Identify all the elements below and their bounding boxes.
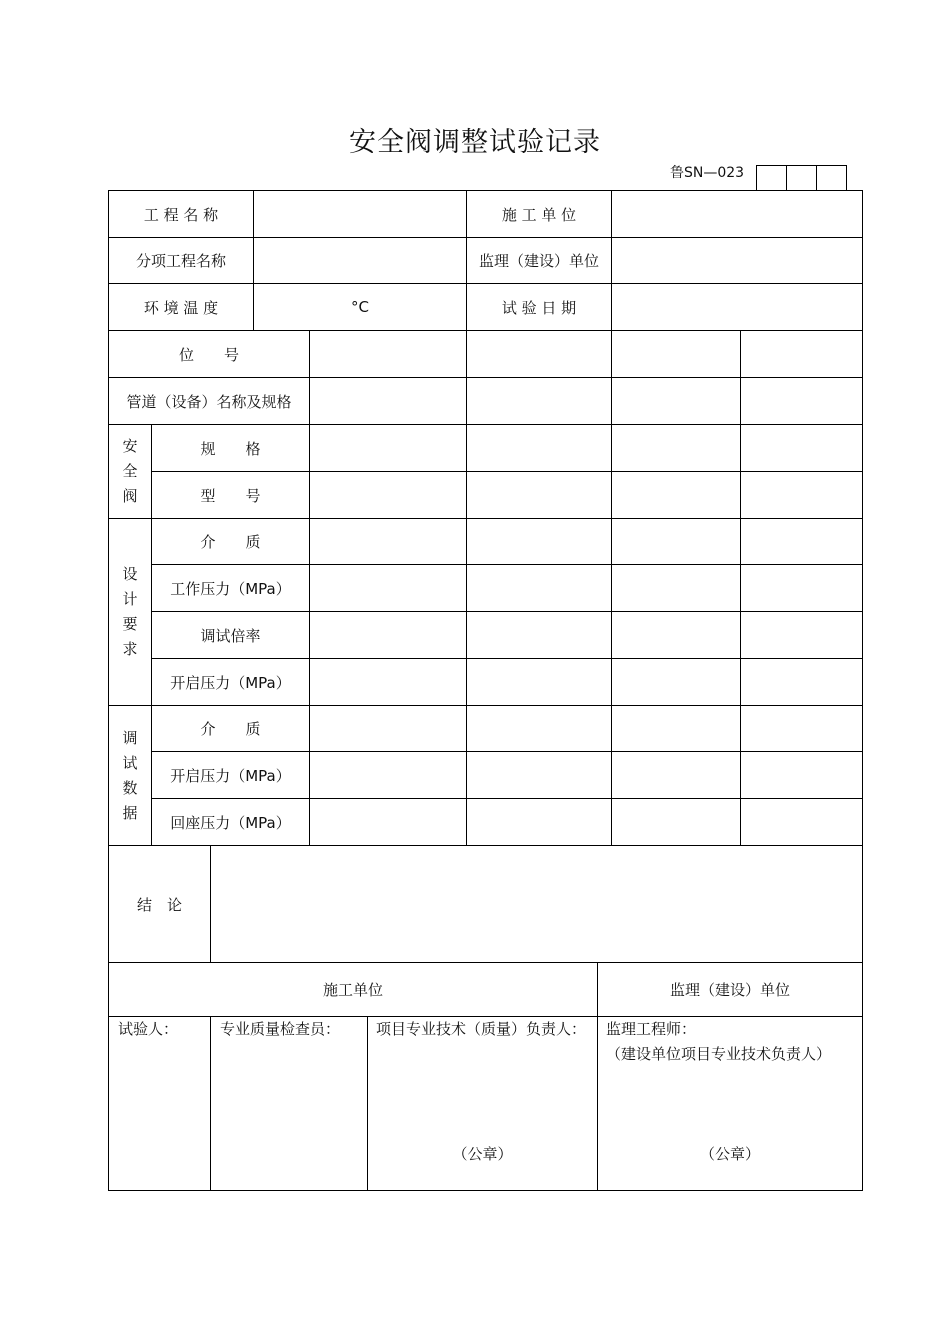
debug-open-pressure-label: 开启压力（MPa） — [170, 766, 291, 785]
col-divider — [309, 330, 310, 845]
sig-supervision-unit-heading: 监理（建设）单位 — [669, 981, 790, 999]
number-box[interactable] — [757, 166, 787, 190]
col-divider — [740, 330, 741, 845]
col-divider — [210, 1016, 211, 1191]
project-name-field[interactable] — [254, 191, 466, 237]
page-title: 安全阀调整试验记录 — [349, 127, 601, 158]
owner-rep-label: （建设单位项目专业技术负责人） — [606, 1045, 832, 1063]
project-name-label: 工 程 名 称 — [143, 205, 219, 224]
test-date-field[interactable] — [612, 284, 862, 330]
number-box[interactable] — [787, 166, 817, 190]
group-char: 全 — [122, 462, 138, 480]
spec-label: 规 格 — [200, 439, 261, 458]
group-char: 要 — [122, 615, 138, 633]
construction-unit-field[interactable] — [612, 191, 862, 237]
supervision-unit-label: 监理（建设）单位 — [478, 252, 599, 270]
tester-label: 试验人： — [118, 1020, 179, 1038]
conclusion-label: 结 论 — [136, 895, 182, 914]
form-number-boxes[interactable] — [756, 165, 847, 190]
group-char: 设 — [122, 565, 138, 583]
test-date-label: 试 验 日 期 — [501, 298, 577, 317]
test-ratio-label: 调试倍率 — [200, 626, 261, 645]
supervision-unit-field[interactable] — [612, 238, 862, 283]
sig-construction-unit-heading: 施工单位 — [322, 981, 383, 999]
group-char: 求 — [122, 640, 138, 658]
supervisor-label: 监理工程师： — [606, 1020, 697, 1038]
group-char: 计 — [122, 590, 138, 608]
pipe-spec-label: 管道（设备）名称及规格 — [126, 392, 292, 411]
seal-right: （公章） — [699, 1144, 760, 1163]
safety-valve-group-label — [109, 425, 151, 518]
group-char: 安 — [122, 437, 138, 455]
table-border-right — [862, 190, 863, 1191]
form-code: 鲁SN—023 — [670, 165, 745, 181]
debug-data-group-label — [109, 706, 151, 845]
model-label: 型 号 — [200, 486, 261, 505]
group-char: 试 — [122, 753, 138, 772]
env-temp-label: 环 境 温 度 — [143, 298, 219, 317]
group-char: 阀 — [122, 487, 138, 505]
design-requirements-group-label — [109, 519, 151, 705]
medium-label: 介 质 — [200, 533, 261, 551]
tech-lead-label: 项目专业技术（质量）负责人： — [376, 1020, 587, 1038]
group-char: 据 — [122, 803, 138, 822]
quality-inspector-label: 专业质量检查员： — [220, 1020, 341, 1038]
table-border-bottom — [108, 1190, 863, 1191]
seal-left: （公章） — [452, 1144, 513, 1163]
debug-medium-label: 介 质 — [200, 720, 261, 738]
conclusion-field[interactable] — [211, 846, 862, 962]
open-pressure-label: 开启压力（MPa） — [170, 673, 291, 692]
work-pressure-label: 工作压力（MPa） — [170, 579, 291, 598]
position-no-label: 位 号 — [178, 345, 239, 364]
group-char: 调 — [122, 728, 138, 747]
temp-unit: °C — [351, 298, 369, 316]
number-box[interactable] — [817, 166, 846, 190]
sub-project-field[interactable] — [254, 238, 466, 283]
group-char: 数 — [122, 778, 138, 797]
reseat-pressure-label: 回座压力（MPa） — [170, 813, 291, 832]
sub-project-label: 分项工程名称 — [135, 252, 226, 270]
construction-unit-label: 施 工 单 位 — [501, 205, 577, 224]
